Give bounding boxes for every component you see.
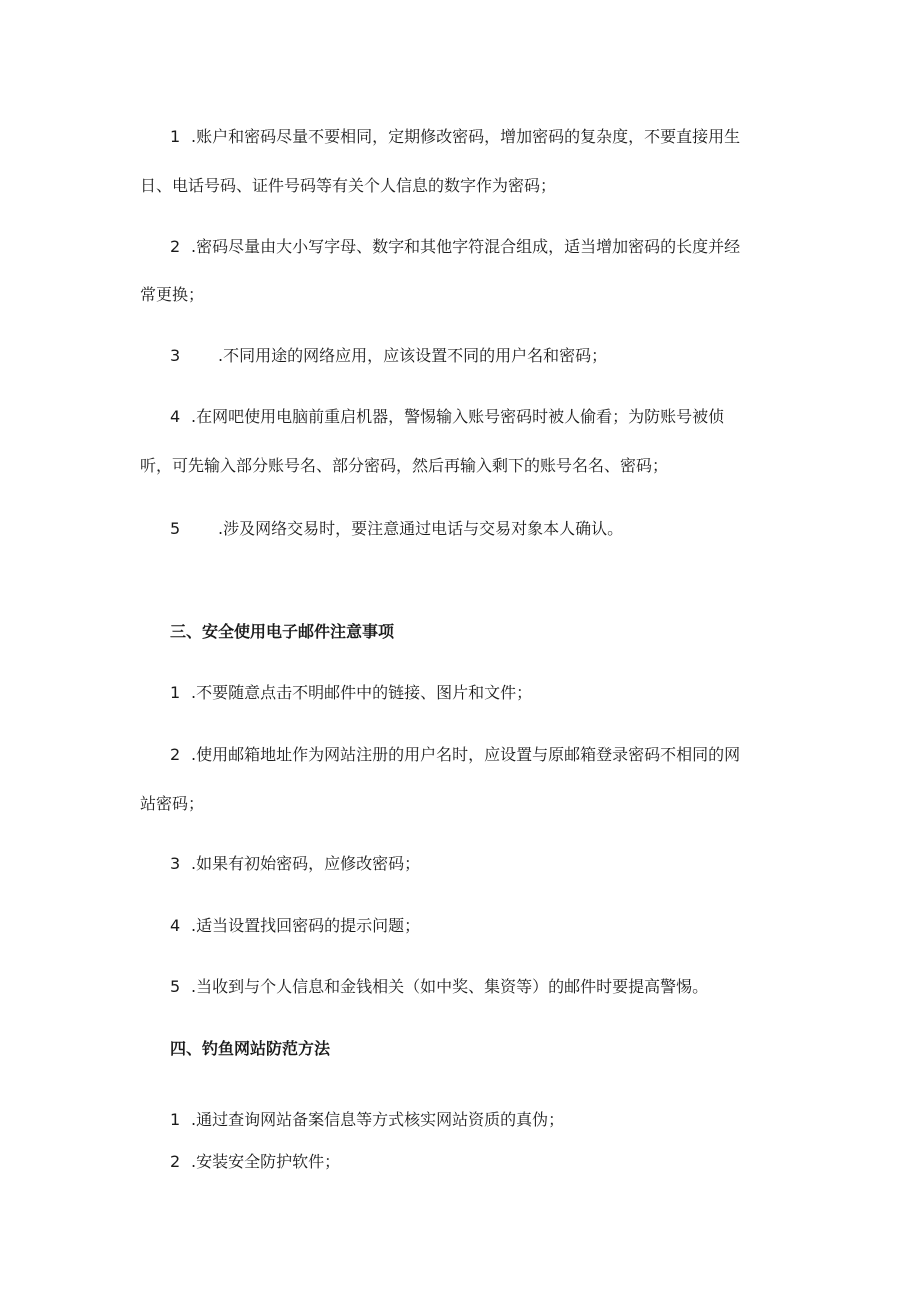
- list-item-number: 1: [170, 683, 181, 702]
- list-item-continuation: 听，可先输入部分账号名、部分密码，然后再输入剩下的账号名名、密码；: [140, 456, 669, 475]
- list-item-number: 3: [170, 854, 181, 873]
- list-item-continuation: 站密码；: [140, 794, 205, 813]
- list-item-text: .通过查询网站备案信息等方式核实网站资质的真伪；: [191, 1110, 565, 1129]
- list-item-number: 3: [170, 346, 181, 365]
- list-item-text: .账户和密码尽量不要相同，定期修改密码，增加密码的复杂度，不要直接用生: [191, 127, 741, 146]
- list-item-text: .当收到与个人信息和金钱相关（如中奖、集资等）的邮件时要提高警惕。: [191, 977, 709, 996]
- section-heading-email: 三、安全使用电子邮件注意事项: [170, 622, 395, 641]
- list-item-text: .不要随意点击不明邮件中的链接、图片和文件；: [191, 683, 533, 702]
- list-item-text: .在网吧使用电脑前重启机器，警惕输入账号密码时被人偷看；为防账号被侦: [191, 407, 725, 426]
- list-item-number: 5: [170, 519, 181, 538]
- list-item-number: 2: [170, 745, 181, 764]
- list-item-text: .使用邮箱地址作为网站注册的用户名时，应设置与原邮箱登录密码不相同的网: [191, 745, 741, 764]
- list-item-number: 1: [170, 127, 181, 146]
- list-item-text: .如果有初始密码，应修改密码；: [191, 854, 421, 873]
- list-item-text: .涉及网络交易时，要注意通过电话与交易对象本人确认。: [218, 519, 624, 538]
- list-item-text: .安装安全防护软件；: [191, 1152, 341, 1171]
- list-item-number: 4: [170, 407, 181, 426]
- list-item-number: 2: [170, 237, 181, 256]
- list-item-number: 1: [170, 1110, 181, 1129]
- list-item-number: 5: [170, 977, 181, 996]
- list-item-text: .适当设置找回密码的提示问题；: [191, 916, 421, 935]
- list-item-number: 2: [170, 1152, 181, 1171]
- section-heading-phishing: 四、钓鱼网站防范方法: [170, 1039, 331, 1058]
- list-item-text: .不同用途的网络应用，应该设置不同的用户名和密码；: [218, 346, 608, 365]
- list-item-number: 4: [170, 916, 181, 935]
- list-item-text: .密码尽量由大小写字母、数字和其他字符混合组成，适当增加密码的长度并经: [191, 237, 741, 256]
- list-item-continuation: 常更换；: [140, 285, 205, 304]
- list-item-continuation: 日、电话号码、证件号码等有关个人信息的数字作为密码；: [140, 176, 557, 195]
